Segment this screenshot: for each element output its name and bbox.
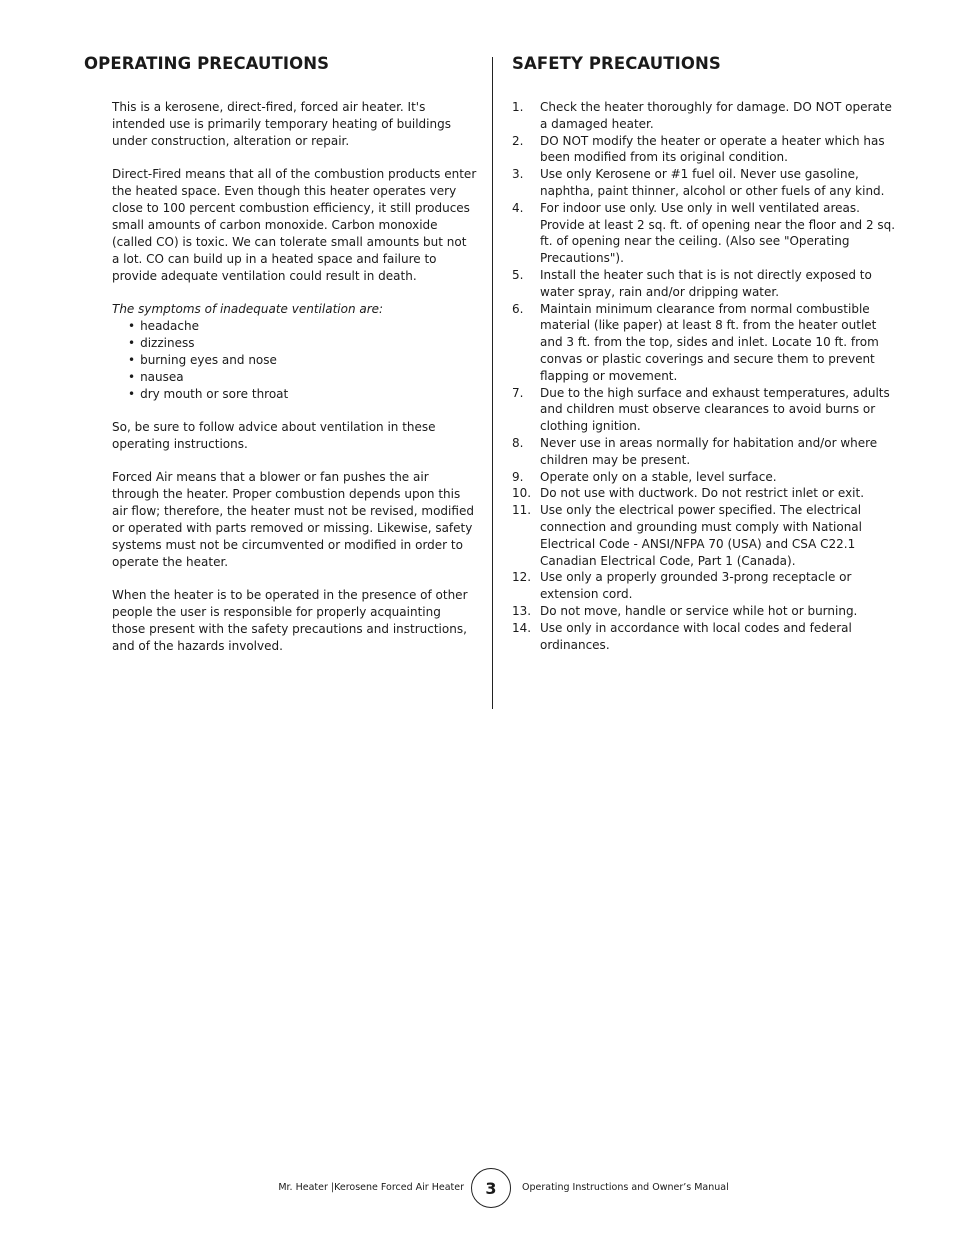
list-item: • headache — [128, 318, 477, 335]
operating-precautions-section — [112, 99, 477, 671]
list-item: • dry mouth or sore throat — [128, 386, 477, 403]
item-text: Use only a properly grounded 3-prong receptacle or extension cord. — [540, 570, 852, 602]
list-item — [512, 620, 902, 654]
list-item — [512, 99, 902, 133]
item-number: 1. — [512, 100, 524, 114]
item-text: Never use in areas normally for habitation and/or where children may be present. — [540, 435, 878, 467]
list-item — [512, 485, 902, 502]
others-present-paragraph: When the heater is to be operated in the presence of other people the user is responsible for properly acquainting those present with the safety precautions and instructions, and of the hazards involved. — [112, 588, 468, 653]
item-text: Operate only on a stable, level surface. — [540, 469, 777, 484]
item-number: 13. — [512, 603, 532, 618]
item-number: 14. — [512, 620, 532, 635]
item-text: Use only Kerosene or #1 fuel oil. Never use gasoline, naphtha, paint thinner, alcohol or other fuels of any kind. — [540, 167, 885, 198]
item-text: Check the heater thoroughly for damage. DO NOT operate a damaged heater. — [540, 100, 892, 131]
item-number: 6. — [512, 301, 524, 316]
operating-precautions-heading: OPERATING PRECAUTIONS — [84, 54, 330, 73]
item-number: 7. — [512, 385, 524, 400]
item-number: 8. — [512, 435, 524, 450]
list-item — [512, 603, 902, 620]
intro-paragraph: This is a kerosene, direct-fired, forced air heater. It's intended use is primarily temporary heating of buildings under construction, alteration or repair. — [112, 100, 451, 148]
symptoms-list — [112, 318, 477, 403]
item-number: 9. — [512, 469, 524, 484]
item-number: 12. — [512, 570, 532, 585]
item-number: 11. — [512, 503, 532, 518]
list-item: • dizziness — [128, 335, 477, 352]
list-item — [512, 267, 902, 301]
safety-precautions-list — [512, 99, 902, 653]
item-number: 2. — [512, 133, 524, 148]
safety-precautions-heading: SAFETY PRECAUTIONS — [512, 54, 721, 73]
item-text: Install the heater such that is is not directly exposed to water spray, rain and/or dripping water. — [540, 267, 872, 299]
item-number: 4. — [512, 200, 524, 215]
item-text: Maintain minimum clearance from normal combustible material (like paper) at least 8 ft. from the heater outlet and 3 ft. from the top, sides and inlet. Locate 10 ft. from convas or plastic coverings and secure them to prevent flapping or movement. — [540, 301, 879, 383]
column-divider — [492, 57, 493, 709]
item-text: Do not use with ductwork. Do not restrict inlet or exit. — [540, 486, 865, 501]
item-number: 5. — [512, 267, 524, 282]
footer-product-name: Mr. Heater |Kerosene Forced Air Heater — [278, 1182, 464, 1193]
forced-air-paragraph: Forced Air means that a blower or fan pushes the air through the heater. Proper combustion depends upon this air flow; therefore, the heater must not be revised, modified or operated with parts removed or missing. Likewise, safety systems must not be circumvented or modified in order to operate the heater. — [112, 470, 474, 569]
item-number: 3. — [512, 167, 524, 182]
footer-manual-title: Operating Instructions and Owner’s Manual — [522, 1182, 729, 1193]
item-text: Due to the high surface and exhaust temperatures, adults and children must observe clearances to avoid burns or clothing ignition. — [540, 385, 890, 434]
item-text: Use only the electrical power specified. The electrical connection and grounding must comply with National Electrical Code - ANSI/NFPA 70 (USA) and CSA C22.1 Canadian Electrical Code, Part 1 (Canada). — [540, 503, 862, 568]
list-item: • nausea — [128, 369, 477, 386]
item-text: Use only in accordance with local codes and federal ordinances. — [540, 620, 852, 652]
direct-fired-paragraph: Direct-Fired means that all of the combustion products enter the heated space. Even though this heater operates very close to 100 percent combustion efficiency, it still produces small amounts of carbon monoxide. Carbon monoxide (called CO) is toxic. We can tolerate small amounts but not a lot. CO can build up in a heated space and failure to provide adequate ventilation could result in death. — [112, 167, 477, 283]
item-text: Do not move, handle or service while hot or burning. — [540, 603, 858, 618]
list-item — [512, 502, 902, 569]
page-footer — [0, 1168, 954, 1210]
page-number: 3 — [471, 1168, 511, 1208]
ventilation-paragraph: So, be sure to follow advice about ventilation in these operating instructions. — [112, 420, 436, 451]
list-item — [512, 133, 902, 167]
list-item — [512, 385, 902, 435]
symptoms-intro: The symptoms of inadequate ventilation are: — [112, 302, 384, 316]
list-item — [512, 569, 902, 603]
list-item — [512, 200, 902, 267]
item-text: For indoor use only. Use only in well ventilated areas. Provide at least 2 sq. ft. of opening near the floor and 2 sq. ft. of opening near the ceiling. (Also see "Operating Precautions"). — [540, 200, 896, 266]
list-item — [512, 301, 902, 385]
list-item — [512, 469, 902, 486]
list-item — [512, 435, 902, 469]
item-number: 10. — [512, 486, 532, 501]
list-item — [512, 166, 902, 200]
list-item: • burning eyes and nose — [128, 352, 477, 369]
item-text: DO NOT modify the heater or operate a heater which has been modified from its original condition. — [540, 133, 885, 165]
